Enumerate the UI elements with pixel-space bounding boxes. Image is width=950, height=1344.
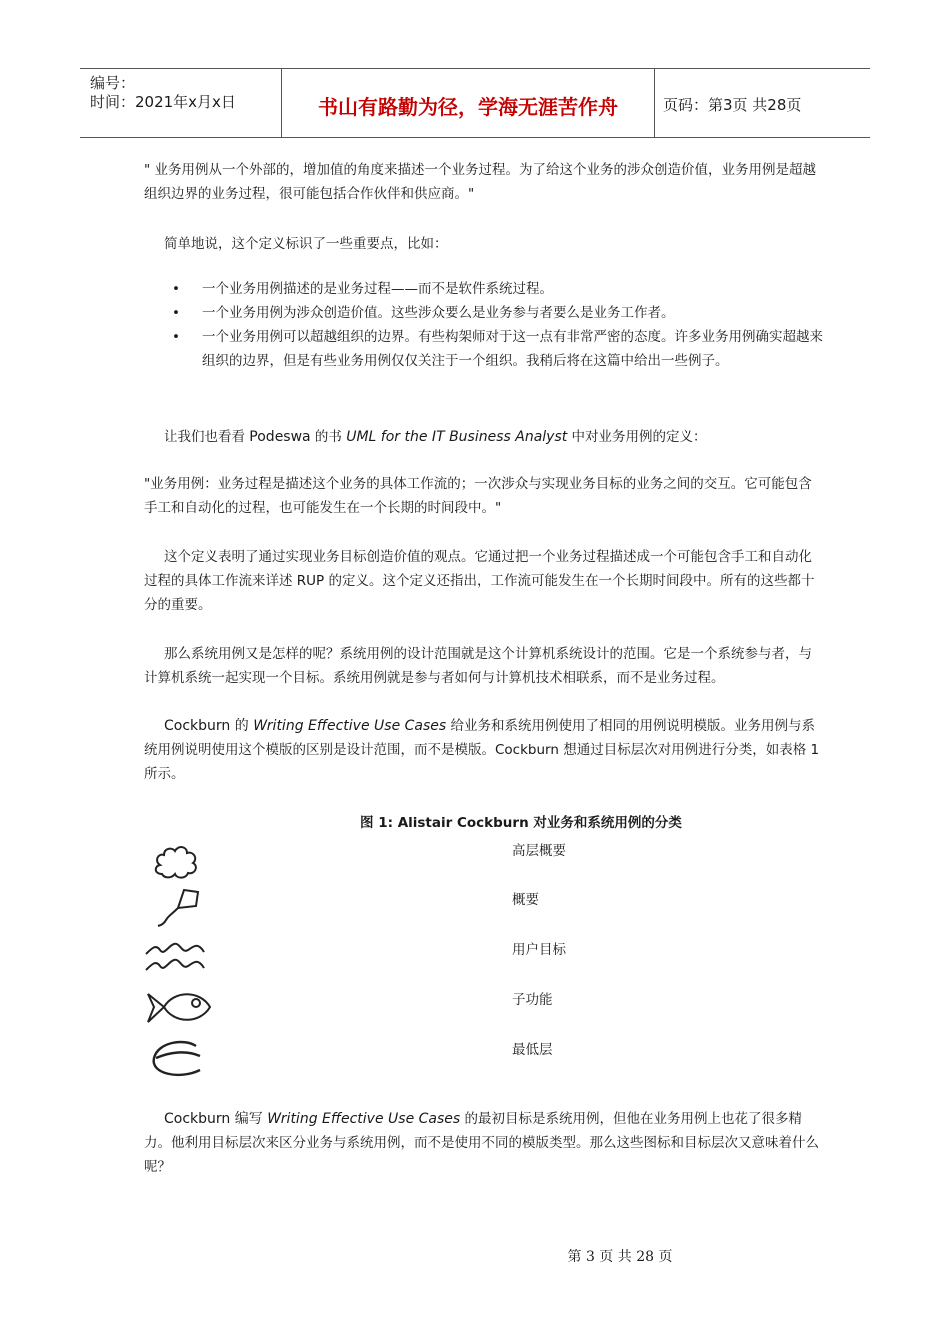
intro-points: 简单地说，这个定义标识了一些重要点，比如： [164, 236, 448, 252]
bullet-icon: • [172, 329, 180, 345]
figure-caption: 图 1: Alistair Cockburn 对业务和系统用例的分类 [360, 815, 682, 831]
waves-icon [144, 932, 208, 978]
author-name: Podeswa [249, 429, 311, 445]
goal-level-label: 子功能 [512, 992, 553, 1008]
goal-level-label: 最低层 [512, 1042, 553, 1058]
system-use-case-paragraph: 那么系统用例又是怎样的呢？系统用例的设计范围就是这个计算机系统设计的范围。它是一个系统参与者，与计算机系统一起实现一个目标。系统用例就是参与者如何与计算机技术相联系，而不是业务过程。 [144, 646, 812, 686]
text-span: 让我们也看看 [164, 429, 250, 445]
document-number: 编号： [90, 74, 136, 92]
goal-level-label: 用户目标 [512, 942, 566, 958]
bullet-text: 一个业务用例为涉众创造价值。这些涉众要么是业务参与者要么是业务工作者。 [202, 305, 675, 321]
text-span: Cockburn 的 [164, 718, 254, 734]
definition-bullet-list [144, 277, 824, 373]
text-span: Cockburn 编写 [164, 1111, 268, 1127]
text-span: 的书 [310, 429, 347, 445]
document-date: 时间：2021年x月x日 [90, 93, 236, 111]
book-title: Writing Effective Use Cases [253, 718, 447, 734]
header-info-cell [80, 69, 282, 137]
cloud-icon [144, 836, 208, 882]
bullet-icon: • [172, 281, 180, 297]
bullet-text: 一个业务用例描述的是业务过程——而不是软件系统过程。 [202, 281, 553, 297]
podeswa-intro [144, 425, 824, 449]
text-span: 中对业务用例的定义： [567, 429, 707, 445]
bullet-icon: • [172, 305, 180, 321]
book-title: Writing Effective Use Cases [267, 1111, 461, 1127]
list-item [144, 301, 824, 325]
list-item [144, 325, 824, 373]
header-page-cell [655, 69, 870, 137]
header-motto-cell [282, 69, 655, 137]
list-item [144, 277, 824, 301]
clam-icon [144, 1036, 208, 1082]
goal-level-label: 高层概要 [512, 843, 566, 859]
text-span: 的最初目标是系统用例，但他在业务用例上也花了很多精力。他利用目标层次来区分业务与系统用例，而不是使用不同的模版类型。那么这些图标和目标层次又意味着什么呢？ [144, 1111, 819, 1175]
text-span: 给业务和系统用例使用了相同的用例说明模版。业务用例与系统用例说明使用这个模版的区别是设计范围，而不是模版。Cockburn 想通过目标层次对用例进行分类，如表格 1 所示。 [144, 718, 820, 782]
quote-business-use-case: " 业务用例从一个外部的，增加值的角度来描述一个业务过程。为了给这个业务的涉众创造价值，业务用例是超越组织边界的业务过程，很可能包括合作伙伴和供应商。" [144, 162, 816, 202]
goal-level-label: 概要 [512, 892, 539, 908]
definition-analysis-paragraph: 这个定义表明了通过实现业务目标创造价值的观点。它通过把一个业务过程描述成一个可能包含手工和自动化过程的具体工作流来详述 RUP 的定义。这个定义还指出，工作流可能发生在一个长期时间段中。所有的这些都十分的重要。 [144, 549, 815, 613]
quote-podeswa-definition: "业务用例：业务过程是描述这个业务的具体工作流的；一次涉众与实现业务目标的业务之间的交互。它可能包含手工和自动化的过程，也可能发生在一个长期的时间段中。" [144, 476, 812, 516]
header-motto: 书山有路勤为径，学海无涯苦作舟 [318, 95, 618, 119]
header-page-number: 页码：第3页 共28页 [663, 96, 802, 114]
book-title: UML for the IT Business Analyst [346, 429, 568, 445]
fish-icon [144, 984, 214, 1030]
cockburn-goal-paragraph [144, 1107, 824, 1179]
cockburn-template-paragraph [144, 714, 824, 786]
bullet-text: 一个业务用例可以超越组织的边界。有些构架师对于这一点有非常严密的态度。许多业务用例确实超越来组织的边界，但是有些业务用例仅仅关注于一个组织。我稍后将在这篇中给出一些例子。 [202, 329, 823, 369]
page-footer: 第 3 页 共 28 页 [567, 1249, 673, 1265]
page-header [80, 68, 870, 138]
kite-icon [144, 884, 208, 930]
